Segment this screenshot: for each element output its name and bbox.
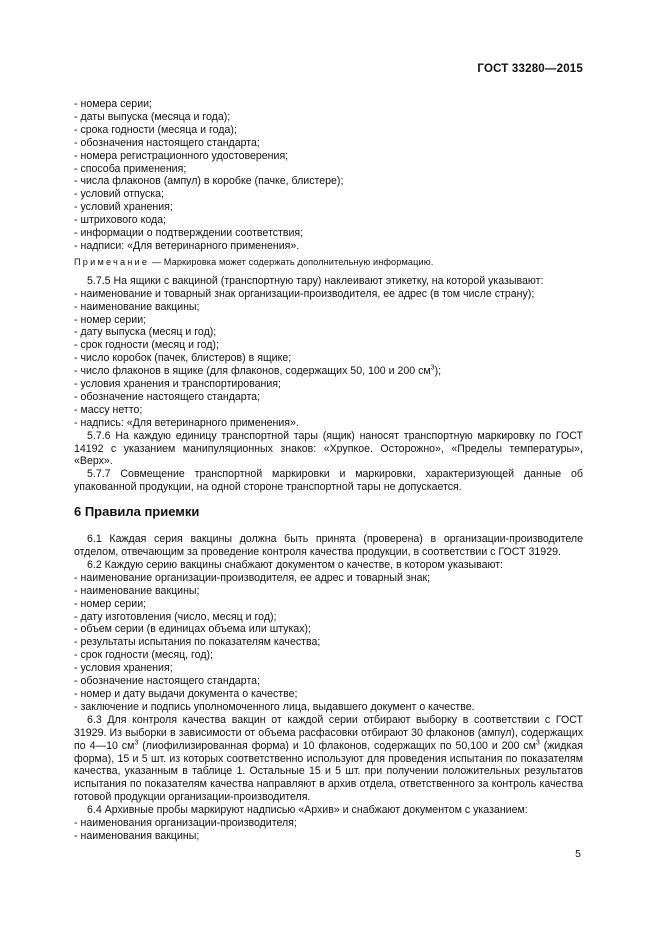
list-item: - надписи: «Для ветеринарного применения». bbox=[74, 239, 300, 252]
clause-5-7-6: 5.7.6 На каждую единицу транспортной тары (ящик) наносят транспортную маркировку по ГОСТ 14192 с указанием манипуляционных знаков: «Хрупкое. Осторожно», «Пределы температуры», «Верх». bbox=[74, 429, 583, 468]
list-item: - условий хранения; bbox=[74, 201, 173, 214]
clause-6-4: 6.4 Архивные пробы маркируют надписью «Архив» и снабжают документом с указанием: bbox=[87, 804, 528, 817]
superscript: 3 bbox=[134, 739, 139, 747]
list-item: - наименования организации-производителя; bbox=[74, 817, 297, 830]
clause-6-1: 6.1 Каждая серия вакцины должна быть принята (проверена) в организации-производителе отделом, отвечающим за проведение контроля качества продукции, в соответствии с ГОСТ 31929. bbox=[74, 533, 583, 558]
page-number: 5 bbox=[575, 848, 581, 860]
note bbox=[74, 256, 583, 269]
list-item: - срок годности (месяц, год); bbox=[74, 649, 213, 662]
list-item: - наименование вакцины; bbox=[74, 300, 200, 313]
clause-6-2: 6.2 Каждую серию вакцины снабжают документом о качестве, в котором указывают: bbox=[87, 558, 504, 571]
list-item: - обозначение настоящего стандарта; bbox=[74, 675, 261, 688]
list-item: - способа применения; bbox=[74, 162, 187, 175]
list-item: - наименование и товарный знак организации-производителя, ее адрес (в том числе страну); bbox=[74, 287, 535, 300]
marking-list bbox=[74, 98, 583, 253]
archive-list bbox=[74, 817, 583, 843]
superscript: 3 bbox=[430, 364, 435, 372]
list-item: - наименования вакцины; bbox=[74, 829, 200, 842]
list-item: - номер серии; bbox=[74, 597, 147, 610]
list-item: - даты выпуска (месяца и года); bbox=[74, 110, 231, 123]
list-item: - условий отпуска; bbox=[74, 188, 164, 201]
clause-5-7-7: 5.7.7 Совмещение транспортной маркировки и маркировки, характеризующей данные об упакованной продукции, на одной стороне транспортной тары не допускается. bbox=[74, 468, 583, 494]
list-item: - заключение и подпись уполномоченного лица, выдавшего документ о качестве. bbox=[74, 700, 475, 713]
list-item: - номера серии; bbox=[74, 98, 152, 110]
list-item: - информации о подтверждении соответствия; bbox=[74, 227, 304, 240]
list-item: - штрихового кода; bbox=[74, 214, 166, 227]
list-item: - числа флаконов (ампул) в коробке (пачке, блистере); bbox=[74, 175, 344, 188]
clause-5-7-5: 5.7.5 На ящики с вакциной (транспортную тару) наклеивают этикетку, на которой указывают: bbox=[87, 274, 544, 287]
list-item: - объем серии (в единицах объема или штуках); bbox=[74, 623, 311, 636]
superscript: 3 bbox=[535, 739, 540, 747]
list-item: - число коробок (пачек, блистеров) в ящике; bbox=[74, 352, 292, 365]
list-item-text: - число флаконов в ящике (для флаконов, содержащих 50, 100 и 200 см bbox=[74, 365, 431, 378]
list-item: - срока годности (месяца и года); bbox=[74, 123, 237, 136]
list-item: - обозначения настоящего стандарта; bbox=[74, 136, 260, 149]
list-item: - наименование вакцины; bbox=[74, 584, 200, 597]
list-item: - наименование организации-производителя, ее адрес и товарный знак; bbox=[74, 571, 431, 584]
clause-text: (жидкая форма), 15 и 5 шт. из которых соответственно используют для проведения испытания по показателям качества, указанным в таблице 1. Остальные 15 и 5 шт. при получении положительных результатов испытания по показателям качества направляют в архив отдела, ответственного за контроль качества готовой продукции организации-производителя. bbox=[74, 739, 583, 804]
note-text: — Маркировка может содержать дополнительную информацию. bbox=[149, 256, 434, 267]
clause-6-3 bbox=[74, 714, 583, 804]
list-item: - номер серии; bbox=[74, 313, 147, 326]
list-item: - условия хранения и транспортирования; bbox=[74, 378, 281, 391]
list-item: - результаты испытания по показателям качества; bbox=[74, 636, 321, 649]
clause-text: (лиофилизированная форма) и 10 флаконов, содержащих по 50,100 и 200 см bbox=[138, 739, 536, 752]
list-item: - обозначение настоящего стандарта; bbox=[74, 390, 261, 403]
list-item: - номера регистрационного удостоверения; bbox=[74, 149, 289, 162]
box-label-list bbox=[74, 288, 583, 430]
list-item: - номер и дату выдачи документа о качестве; bbox=[74, 687, 298, 700]
list-item: - дату изготовления (число, месяц и год); bbox=[74, 610, 277, 623]
clause-text: 6.3 Для контроля качества вакцин от каждой серии отбирают выборку в соответствии с ГОСТ 31929. Из выборки в зависимости от объема расфасовки отбирают 30 флаконов (ампул), содержащих по 4—10 см bbox=[74, 713, 583, 752]
list-item: - условия хранения; bbox=[74, 662, 173, 675]
list-item: - надпись: «Для ветеринарного применения». bbox=[74, 416, 299, 429]
section-heading: 6 Правила приемки bbox=[74, 504, 200, 520]
note-label: Примечание bbox=[74, 256, 150, 267]
list-item: - срок годности (месяц и год); bbox=[74, 339, 219, 352]
list-item: - массу нетто; bbox=[74, 403, 143, 416]
quality-doc-list bbox=[74, 572, 583, 714]
list-item bbox=[74, 365, 583, 378]
list-item-text: ); bbox=[434, 365, 442, 378]
standard-header: ГОСТ 33280—2015 bbox=[477, 63, 583, 75]
list-item: - дату выпуска (месяц и год); bbox=[74, 326, 217, 339]
page-content bbox=[74, 98, 583, 843]
